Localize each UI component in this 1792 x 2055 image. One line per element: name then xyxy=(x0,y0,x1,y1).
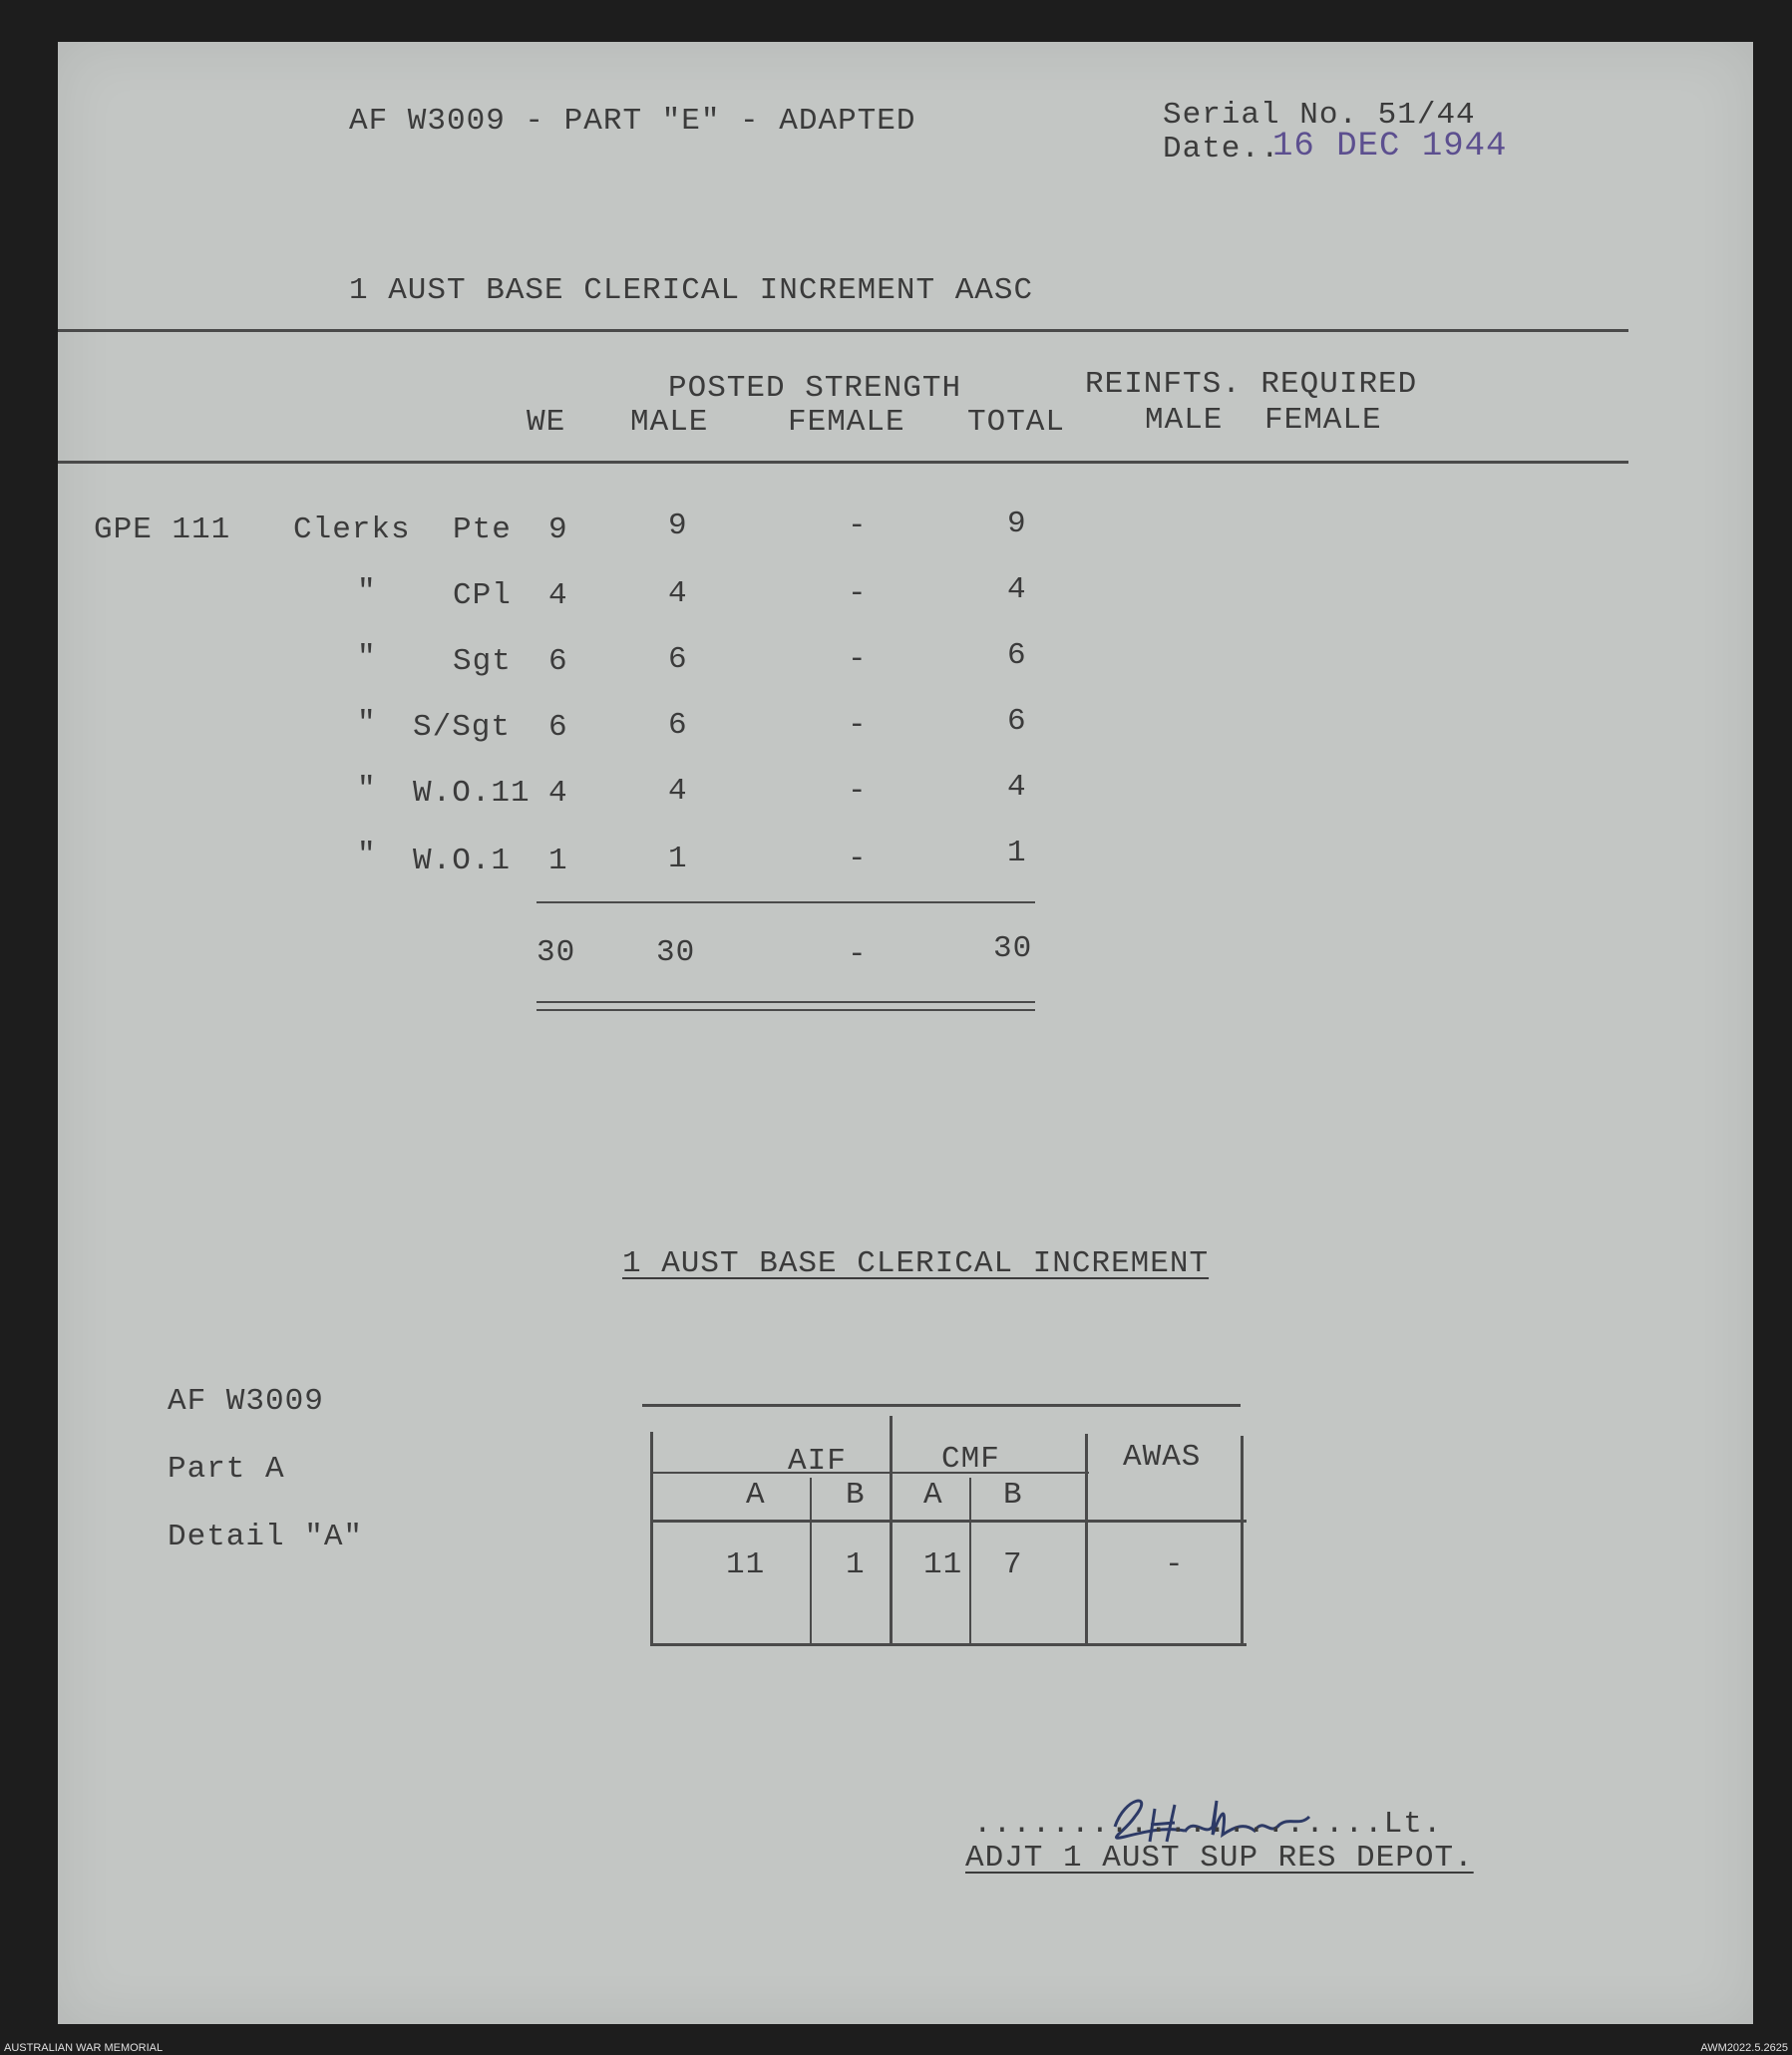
document-sheet xyxy=(58,42,1753,2024)
table-cmf-sub-divider xyxy=(969,1478,971,1645)
row-total: 6 xyxy=(1007,704,1027,739)
table-header-border xyxy=(650,1520,1247,1523)
table-left-border xyxy=(650,1432,653,1645)
section2-title: 1 AUST BASE CLERICAL INCREMENT xyxy=(622,1246,1210,1281)
col-female: FEMALE xyxy=(788,405,905,440)
row-male: 6 xyxy=(668,642,688,677)
col-male: MALE xyxy=(630,405,709,440)
row-trade: " xyxy=(357,706,377,741)
header-reinfts-required: REINFTS. REQUIRED xyxy=(1085,367,1418,402)
col-awas: AWAS xyxy=(1123,1440,1202,1475)
table-mid-border xyxy=(650,1472,1089,1474)
row-total: 9 xyxy=(1007,507,1027,541)
value-aif-b: 1 xyxy=(846,1547,866,1582)
table-bottom-border xyxy=(650,1643,1247,1646)
row-rank: Sgt xyxy=(453,644,512,679)
row-rank: W.O.1 xyxy=(413,844,512,878)
row-we: 9 xyxy=(548,513,568,547)
row-group: GPE 111 xyxy=(94,513,231,547)
form-detail-line: Detail "A" xyxy=(168,1520,364,1554)
table-cmf-awas-divider xyxy=(1085,1434,1088,1645)
table-aif-sub-divider xyxy=(810,1478,812,1645)
row-we: 1 xyxy=(548,844,568,878)
row-we: 6 xyxy=(548,710,568,745)
row-we: 4 xyxy=(548,776,568,811)
value-cmf-b: 7 xyxy=(1003,1547,1023,1582)
col-reinfts-male: MALE xyxy=(1145,403,1224,438)
rule-top xyxy=(58,329,1628,332)
row-rank: S/Sgt xyxy=(413,710,512,745)
unit-title: 1 AUST BASE CLERICAL INCREMENT AASC xyxy=(349,273,1034,308)
col-we: WE xyxy=(527,405,566,440)
row-trade: " xyxy=(357,838,377,872)
row-trade: " xyxy=(357,574,377,609)
col-reinfts-female: FEMALE xyxy=(1264,403,1382,438)
form-part-line: Part A xyxy=(168,1452,285,1487)
value-aif-a: 11 xyxy=(726,1547,766,1582)
value-cmf-a: 11 xyxy=(923,1547,963,1582)
signature-rank: .....................Lt. xyxy=(973,1807,1443,1842)
row-we: 6 xyxy=(548,644,568,679)
date-label: Date.. xyxy=(1163,132,1280,167)
row-we: 4 xyxy=(548,578,568,613)
col-aif-a: A xyxy=(746,1478,766,1513)
total-female: - xyxy=(848,937,868,972)
table-top-border xyxy=(642,1404,1241,1407)
total-male: 30 xyxy=(656,935,696,970)
table-right-border xyxy=(1241,1436,1244,1645)
row-trade: " xyxy=(357,772,377,807)
row-male: 4 xyxy=(668,774,688,809)
row-total: 6 xyxy=(1007,638,1027,673)
header-posted-strength: POSTED STRENGTH xyxy=(668,371,962,406)
row-female: - xyxy=(848,576,868,611)
footer-archive-name: AUSTRALIAN WAR MEMORIAL xyxy=(4,2042,164,2054)
col-cmf: CMF xyxy=(941,1442,1000,1477)
row-trade: Clerks xyxy=(293,513,411,547)
form-ref-line: AF W3009 xyxy=(168,1384,324,1419)
row-total: 1 xyxy=(1007,836,1027,870)
row-female: - xyxy=(848,509,868,543)
table-aif-cmf-divider xyxy=(890,1416,893,1645)
signature-appointment: ADJT 1 AUST SUP RES DEPOT. xyxy=(965,1841,1474,1876)
row-total: 4 xyxy=(1007,572,1027,607)
rule-header-bottom xyxy=(58,461,1628,464)
rule-double-2 xyxy=(537,1009,1035,1011)
row-female: - xyxy=(848,842,868,876)
total-total: 30 xyxy=(993,931,1033,966)
row-male: 4 xyxy=(668,576,688,611)
row-male: 1 xyxy=(668,842,688,876)
row-rank: CPl xyxy=(453,578,512,613)
footer-reference: AWM2022.5.2625 xyxy=(1700,2042,1788,2054)
serial-number: Serial No. 51/44 xyxy=(1163,98,1476,133)
row-trade: " xyxy=(357,640,377,675)
col-cmf-b: B xyxy=(1003,1478,1023,1513)
col-aif: AIF xyxy=(788,1444,847,1479)
form-title: AF W3009 - PART "E" - ADAPTED xyxy=(349,104,916,139)
row-male: 9 xyxy=(668,509,688,543)
rule-double-1 xyxy=(537,1001,1035,1003)
row-male: 6 xyxy=(668,708,688,743)
row-female: - xyxy=(848,708,868,743)
rule-subtotal xyxy=(537,901,1035,903)
date-stamp: 16 DEC 1944 xyxy=(1272,128,1508,166)
col-cmf-a: A xyxy=(923,1478,943,1513)
total-we: 30 xyxy=(537,935,576,970)
row-female: - xyxy=(848,642,868,677)
row-total: 4 xyxy=(1007,770,1027,805)
col-aif-b: B xyxy=(846,1478,866,1513)
row-rank: W.O.11 xyxy=(413,776,531,811)
row-female: - xyxy=(848,774,868,809)
row-rank: Pte xyxy=(453,513,512,547)
col-total: TOTAL xyxy=(967,405,1066,440)
value-awas: - xyxy=(1165,1547,1185,1582)
